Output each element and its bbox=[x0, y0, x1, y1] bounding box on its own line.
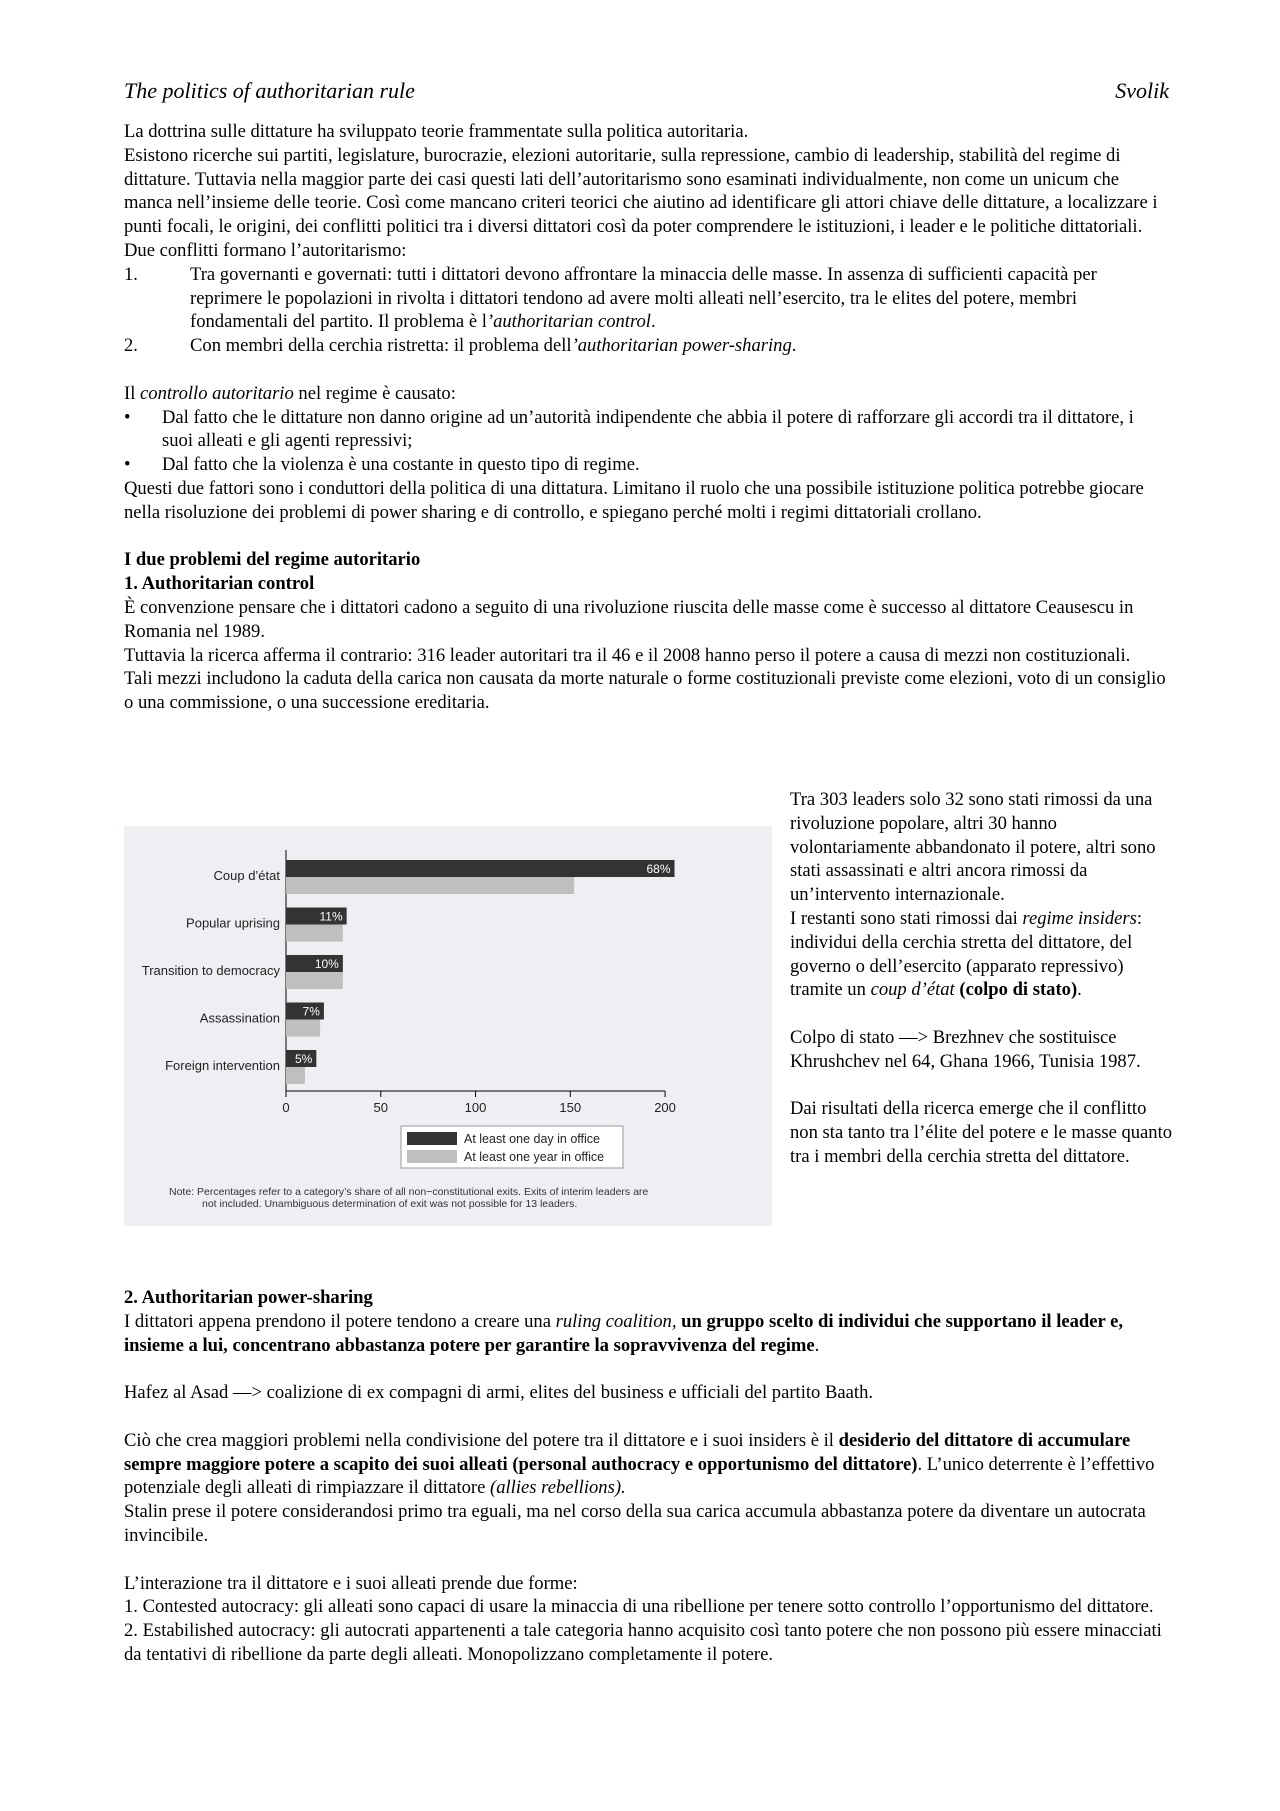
section2-paragraph-1 bbox=[124, 1310, 1169, 1358]
category-label: Assassination bbox=[199, 1010, 280, 1026]
x-tick-label: 200 bbox=[654, 1100, 676, 1115]
category-label: Popular uprising bbox=[186, 915, 280, 931]
intro-paragraph-4: Questi due fattori sono i conduttori della politica di una dittatura. Limitano il ruolo che una possibile istituzione politica potrebbe giocare nella risoluzione dei problemi di power sharing e di controllo, e spiegano perché molti i regimi dittatoriali crollano. bbox=[124, 477, 1144, 523]
section2-paragraph-6: 1. Contested autocracy: gli alleati sono capaci di usare la minaccia di una ribellione per tenere sotto controllo l’opportunismo del dittatore. bbox=[124, 1596, 1154, 1618]
bar-at-least-one-year-in-office bbox=[286, 1067, 305, 1084]
control-lead bbox=[124, 382, 1169, 406]
bar-at-least-one-year-in-office bbox=[286, 972, 343, 989]
x-tick-label: 0 bbox=[282, 1100, 290, 1115]
list-text: Tra governanti e governati: tutti i dittatori devono affrontare la minaccia delle masse. In assenza di sufficienti capacità per reprimere le popolazioni in rivolta i dittatori tendono ad avere molti alleati nell’esercito, tra le elites del potere, membri fondamentali del partito. Il problema è l bbox=[190, 263, 1097, 333]
section1-subheading: 1. Authoritarian control bbox=[124, 573, 315, 595]
list-emphasis: ’authoritarian control bbox=[486, 311, 651, 333]
bar-at-least-one-year-in-office bbox=[286, 1020, 320, 1037]
section2-paragraph-5: L’interazione tra il dittatore e i suoi alleati prende due forme: bbox=[124, 1572, 578, 1594]
exit-chart bbox=[124, 826, 772, 1226]
bullet-text: Dal fatto che la violenza è una costante in questo tipo di regime. bbox=[162, 454, 640, 476]
page-header bbox=[124, 78, 1169, 108]
document-author: Svolik bbox=[1115, 78, 1169, 103]
legend-swatch bbox=[407, 1132, 457, 1145]
intro-paragraph-1: La dottrina sulle dittature ha sviluppato teorie frammentate sulla politica autoritaria. bbox=[124, 121, 749, 142]
section2-paragraph-2: Hafez al Asad —> coalizione di ex compagni di armi, elites del business e ufficiali del partito Baath. bbox=[124, 1382, 874, 1404]
sidebar-paragraph-1: Tra 303 leaders solo 32 sono stati rimossi da una rivoluzione popolare, altri 30 hanno volontariamente abbandonato il potere, altri sono stati assassinati e altri ancora rimossi da un’intervento internazionale. bbox=[790, 789, 1156, 906]
control-lead-a: Il bbox=[124, 382, 141, 404]
bullet-icon: • bbox=[124, 406, 131, 428]
chart-note: Note: Percentages refer to a category’s share of all non−constitutional exits. Exits of interim leaders are bbox=[169, 1186, 649, 1198]
list-tail: . bbox=[791, 335, 797, 357]
category-label: Coup d’état bbox=[213, 868, 280, 883]
exit-chart-svg bbox=[124, 826, 772, 1226]
list-item bbox=[124, 453, 1169, 477]
section2-p1-c: . bbox=[814, 1334, 820, 1356]
sidebar-p2-em1: regime insiders bbox=[1022, 907, 1137, 929]
x-tick-label: 50 bbox=[373, 1100, 388, 1115]
section2-paragraph-3 bbox=[124, 1429, 1169, 1500]
list-item bbox=[124, 263, 1169, 334]
list-item bbox=[124, 334, 1169, 358]
x-tick-label: 150 bbox=[559, 1100, 582, 1115]
chart-note: not included. Unambiguous determination of exit was not possible for 13 leaders. bbox=[202, 1198, 578, 1210]
cause-list bbox=[124, 406, 1169, 477]
data-label: 68% bbox=[646, 862, 671, 876]
section2-p1-a: I dittatori appena prendono il potere tendono a creare una bbox=[124, 1310, 556, 1332]
sidebar-paragraph-2 bbox=[790, 907, 1175, 1002]
section2-p3-em: (allies rebellions). bbox=[490, 1477, 626, 1499]
list-number: 1. bbox=[124, 263, 138, 285]
list-emphasis: ’authoritarian power-sharing bbox=[571, 335, 792, 357]
category-label: Transition to democracy bbox=[141, 963, 280, 978]
sidebar-paragraph-3: Colpo di stato —> Brezhnev che sostituisce Khrushchev nel 64, Ghana 1966, Tunisia 1987. bbox=[790, 1026, 1141, 1072]
section2-p3-bold: desiderio del dittatore di accumulare sempre maggiore potere a scapito dei suoi alleati (personal authocracy e opportunismo del dittatore) bbox=[124, 1429, 1131, 1475]
sidebar-p2-a: I restanti sono stati rimossi dai bbox=[790, 907, 1023, 929]
intro-paragraph-3: Due conflitti formano l’autoritarismo: bbox=[124, 239, 407, 261]
legend-label: At least one year in office bbox=[464, 1150, 605, 1164]
section2-p1-bold: un gruppo scelto di individui che supportano il leader e, insieme a lui, concentrano abbastanza potere per garantire la sopravvivenza del regime bbox=[124, 1310, 1123, 1356]
section1-paragraph-1: È convenzione pensare che i dittatori cadono a seguito di una rivoluzione riuscita delle masse come è successo al dittatore Ceausescu in Romania nel 1989. bbox=[124, 596, 1134, 642]
list-number: 2. bbox=[124, 335, 138, 357]
sidebar-p2-em2: coup d’état bbox=[870, 979, 955, 1001]
bullet-icon: • bbox=[124, 454, 131, 476]
section2-subheading: 2. Authoritarian power-sharing bbox=[124, 1287, 373, 1308]
intro-paragraph-2: Esistono ricerche sui partiti, legislature, burocrazie, elezioni autoritarie, sulla repressione, cambio di leadership, stabilità del regime di dittature. Tuttavia nella maggior parte dei casi questi lati dell’autoritarismo sono esaminati individualmente, non come un unicum che manca nell’insieme delle teorie. Così come mancano criteri teorici che aiutino ad identificare gli attori chiave delle dittature, a localizzare i punti focali, le origini, dei conflitti politici tra i diversi dittatori così da poter comprendere le istituzioni, i leader e le politiche dittatoriali. bbox=[124, 144, 1158, 238]
section1-paragraph-2: Tuttavia la ricerca afferma il contrario: 316 leader autoritari tra il 46 e il 2008 hanno perso il potere a causa di mezzi non costituzionali. bbox=[124, 644, 1131, 666]
bar-at-least-one-day-in-office bbox=[286, 860, 675, 877]
bar-at-least-one-year-in-office bbox=[286, 925, 343, 942]
list-item bbox=[124, 406, 1169, 454]
data-label: 5% bbox=[294, 1052, 313, 1066]
section2-p3-a: Ciò che crea maggiori problemi nella condivisione del potere tra il dittatore e i suoi insiders è il bbox=[124, 1429, 839, 1451]
control-lead-em: controllo autoritario bbox=[140, 382, 294, 404]
sidebar-p2-b: : individui della cerchia stretta del dittatore, del governo o dell’esercito (apparato repressivo) tramite un bbox=[790, 907, 1143, 1001]
legend-swatch bbox=[407, 1150, 457, 1163]
legend-label: At least one day in office bbox=[464, 1132, 600, 1146]
sidebar-paragraph-4: Dai risultati della ricerca emerge che il conflitto non sta tanto tra l’élite del potere e le masse quanto tra i membri della cerchia stretta del dittatore. bbox=[790, 1098, 1173, 1167]
control-lead-b: nel regime è causato: bbox=[293, 382, 456, 404]
section2-paragraph-4: Stalin prese il potere considerandosi primo tra eguali, ma nel corso della sua carica accumula abbastanza potere da diventare un autocrata invincibile. bbox=[124, 1501, 1146, 1546]
section2-p3-b: . L’unico deterrente è l’effettivo potenziale degli alleati di rimpiazzare il dittatore bbox=[124, 1453, 1155, 1499]
list-text: Con membri della cerchia ristretta: il problema dell bbox=[190, 335, 572, 357]
conflict-list bbox=[124, 263, 1169, 358]
bar-at-least-one-year-in-office bbox=[286, 877, 574, 894]
data-label: 11% bbox=[319, 909, 343, 924]
sidebar-text bbox=[790, 788, 1175, 1169]
category-label: Foreign intervention bbox=[165, 1058, 280, 1073]
x-tick-label: 100 bbox=[464, 1100, 487, 1115]
section2-paragraph-7: 2. Estabilished autocracy: gli autocrati appartenenti a tale categoria hanno acquisito così tanto potere che non possono più essere minacciati da tentativi di ribellione da parte degli alleati. Monopolizzano completamente il potere. bbox=[124, 1620, 1162, 1665]
document-title: The politics of authoritarian rule bbox=[124, 78, 415, 103]
section2-p1-em: ruling coalition, bbox=[555, 1310, 677, 1332]
section1-paragraph-3: Tali mezzi includono la caduta della carica non causata da morte naturale o forme costituzionali previste come elezioni, voto di un consiglio o una commissione, o una successione ereditaria. bbox=[124, 668, 1166, 714]
data-label: 7% bbox=[302, 1004, 320, 1019]
intro-section bbox=[124, 120, 1169, 715]
list-tail: . bbox=[650, 311, 656, 333]
bullet-text: Dal fatto che le dittature non danno origine ad un’autorità indipendente che abbia il potere di rafforzare gli accordi tra il dittatore, i suoi alleati e gli agenti repressivi; bbox=[162, 406, 1134, 452]
section-heading: I due problemi del regime autoritario bbox=[124, 549, 421, 571]
data-label: 10% bbox=[314, 957, 339, 971]
power-sharing-section bbox=[124, 1286, 1169, 1667]
sidebar-p2-c: . bbox=[1077, 979, 1082, 1001]
sidebar-p2-bold: (colpo di stato) bbox=[954, 979, 1078, 1001]
